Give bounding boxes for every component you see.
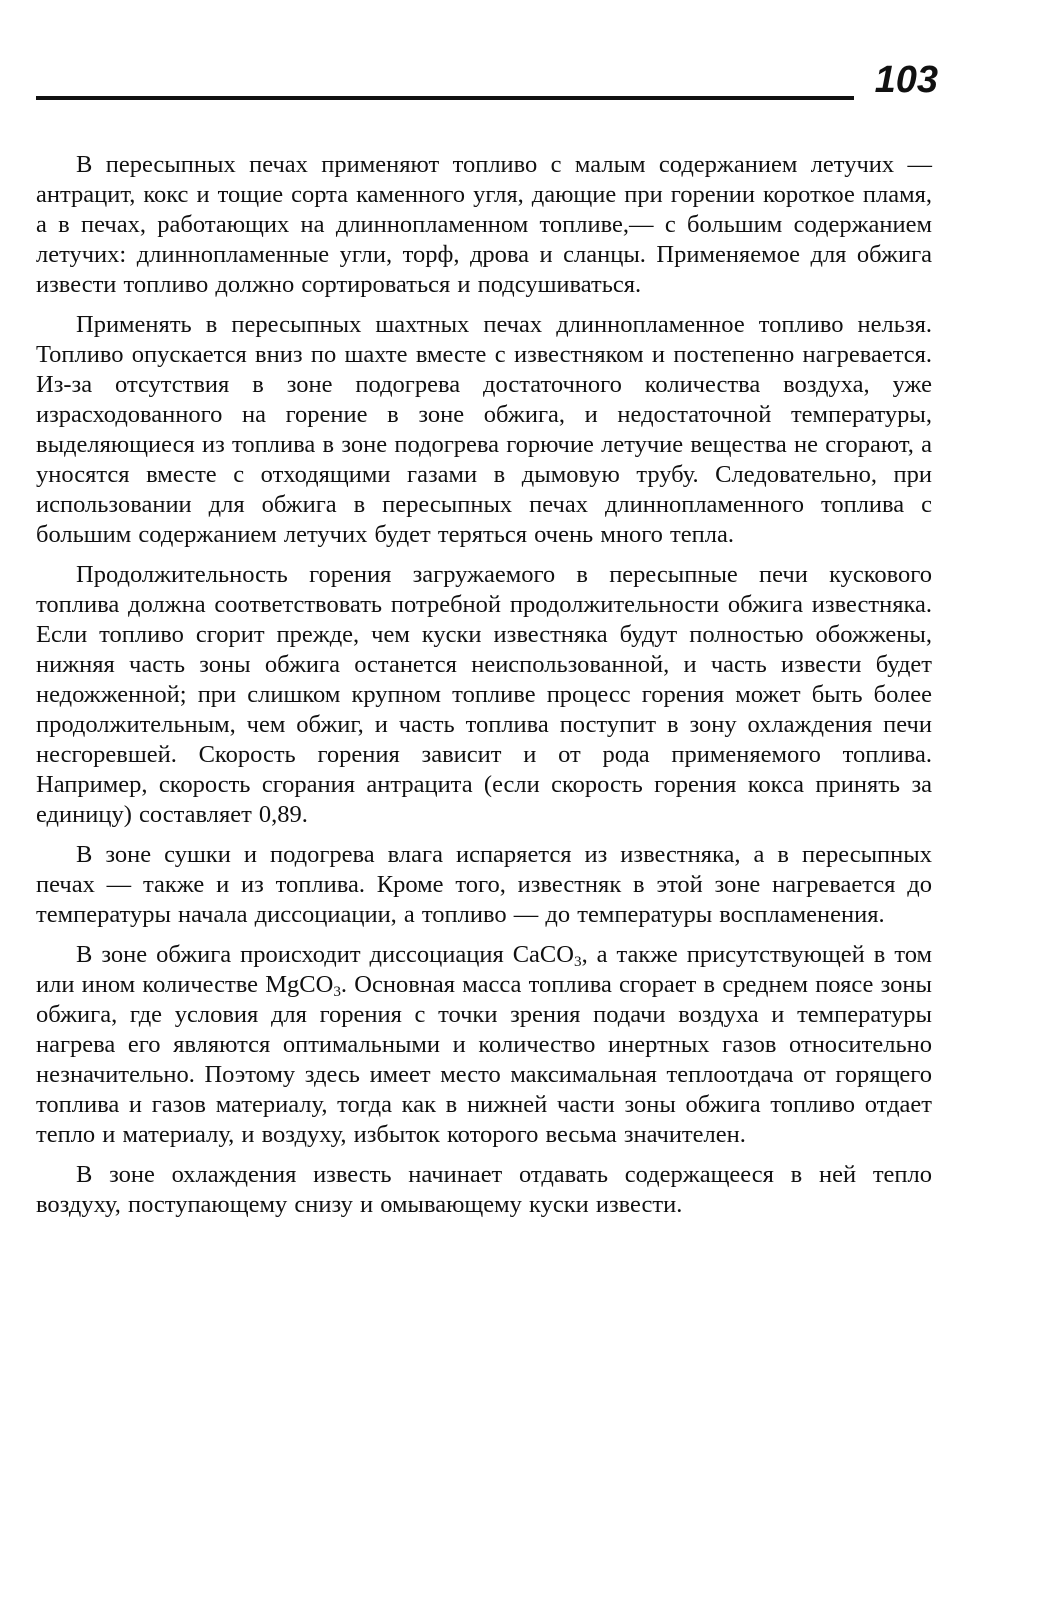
body-text xyxy=(36,150,932,1230)
page-header xyxy=(36,58,938,106)
formula-subscript: 3 xyxy=(573,952,582,970)
header-rule xyxy=(36,96,854,100)
paragraph-fuel-types: В пересыпных печах применяют топливо с малым содержанием летучих — антрацит, кокс и тощие сорта каменного угля, дающие при горении короткое пламя, а в печах, работающих на длиннопламенном топливе,— с большим содержанием летучих: длиннопламенные угли, торф, дрова и сланцы. Применяемое для обжига извести топливо должно сортироваться и подсушиваться. xyxy=(36,151,932,298)
paragraph-cooling-zone: В зоне охлаждения известь начинает отдавать содержащееся в ней тепло воздуху, поступающему снизу и омывающему куски извести. xyxy=(36,1161,932,1218)
paragraph-burning-zone xyxy=(36,940,932,1150)
paragraph-long-flame-fuel: Применять в пересыпных шахтных печах длиннопламенное топливо нельзя. Топливо опускается вниз по шахте вместе с известняком и постепенно нагревается. Из-за отсутствия в зоне подогрева достаточного количества воздуха, уже израсходованного на горение в зоне обжига, и недостаточной температуры, выделяющиеся из топлива в зоне подогрева горючие летучие вещества не сгорают, а уносятся вместе с отходящими газами в дымовую трубу. Следовательно, при использовании для обжига в пересыпных печах длиннопламенного топлива с большим содержанием летучих будет теряться очень много тепла. xyxy=(36,311,932,548)
paragraph-burning-duration: Продолжительность горения загружаемого в пересыпные печи кускового топлива должна соответствовать потребной продолжительности обжига известняка. Если топливо сгорит прежде, чем куски известняка будут полностью обожжены, нижняя часть зоны обжига останется неиспользованной, и часть извести будет недожженной; при слишком крупном топливе процесс горения может быть более продолжительным, чем обжиг, и часть топлива поступит в зону охлаждения печи несгоревшей. Скорость горения зависит и от рода применяемого топлива. Например, скорость сгорания антрацита (если скорость горения кокса принять за единицу) составляет 0,89. xyxy=(36,561,932,828)
paragraph-burning-zone-part-3: . Основная масса топлива сгорает в среднем поясе зоны обжига, где условия для горения с точки зрения подачи воздуха и температуры нагрева его являются оптимальными и количество инертных газов относительно незначительно. Поэтому здесь имеет место максимальная теплоотдача от горящего топлива и газов материалу, тогда как в нижней части зоны обжига топливо отдает тепло и материалу, и воздуху, избыток которого весьма значителен. xyxy=(36,971,932,1148)
page-number: 103 xyxy=(874,59,938,101)
formula-subscript: 3 xyxy=(333,982,341,1000)
paragraph-burning-zone-part-2: , а также присутствующей в том или ином количестве MgCO xyxy=(36,941,933,998)
paragraph-drying-zone: В зоне сушки и подогрева влага испаряется из известняка, а в пересыпных печах — также и из топлива. Кроме того, известняк в этой зоне нагревается до температуры начала диссоциации, а топливо — до температуры воспламенения. xyxy=(36,841,932,928)
paragraph-burning-zone-part-1: В зоне обжига происходит диссоциация CaCO xyxy=(76,941,574,968)
